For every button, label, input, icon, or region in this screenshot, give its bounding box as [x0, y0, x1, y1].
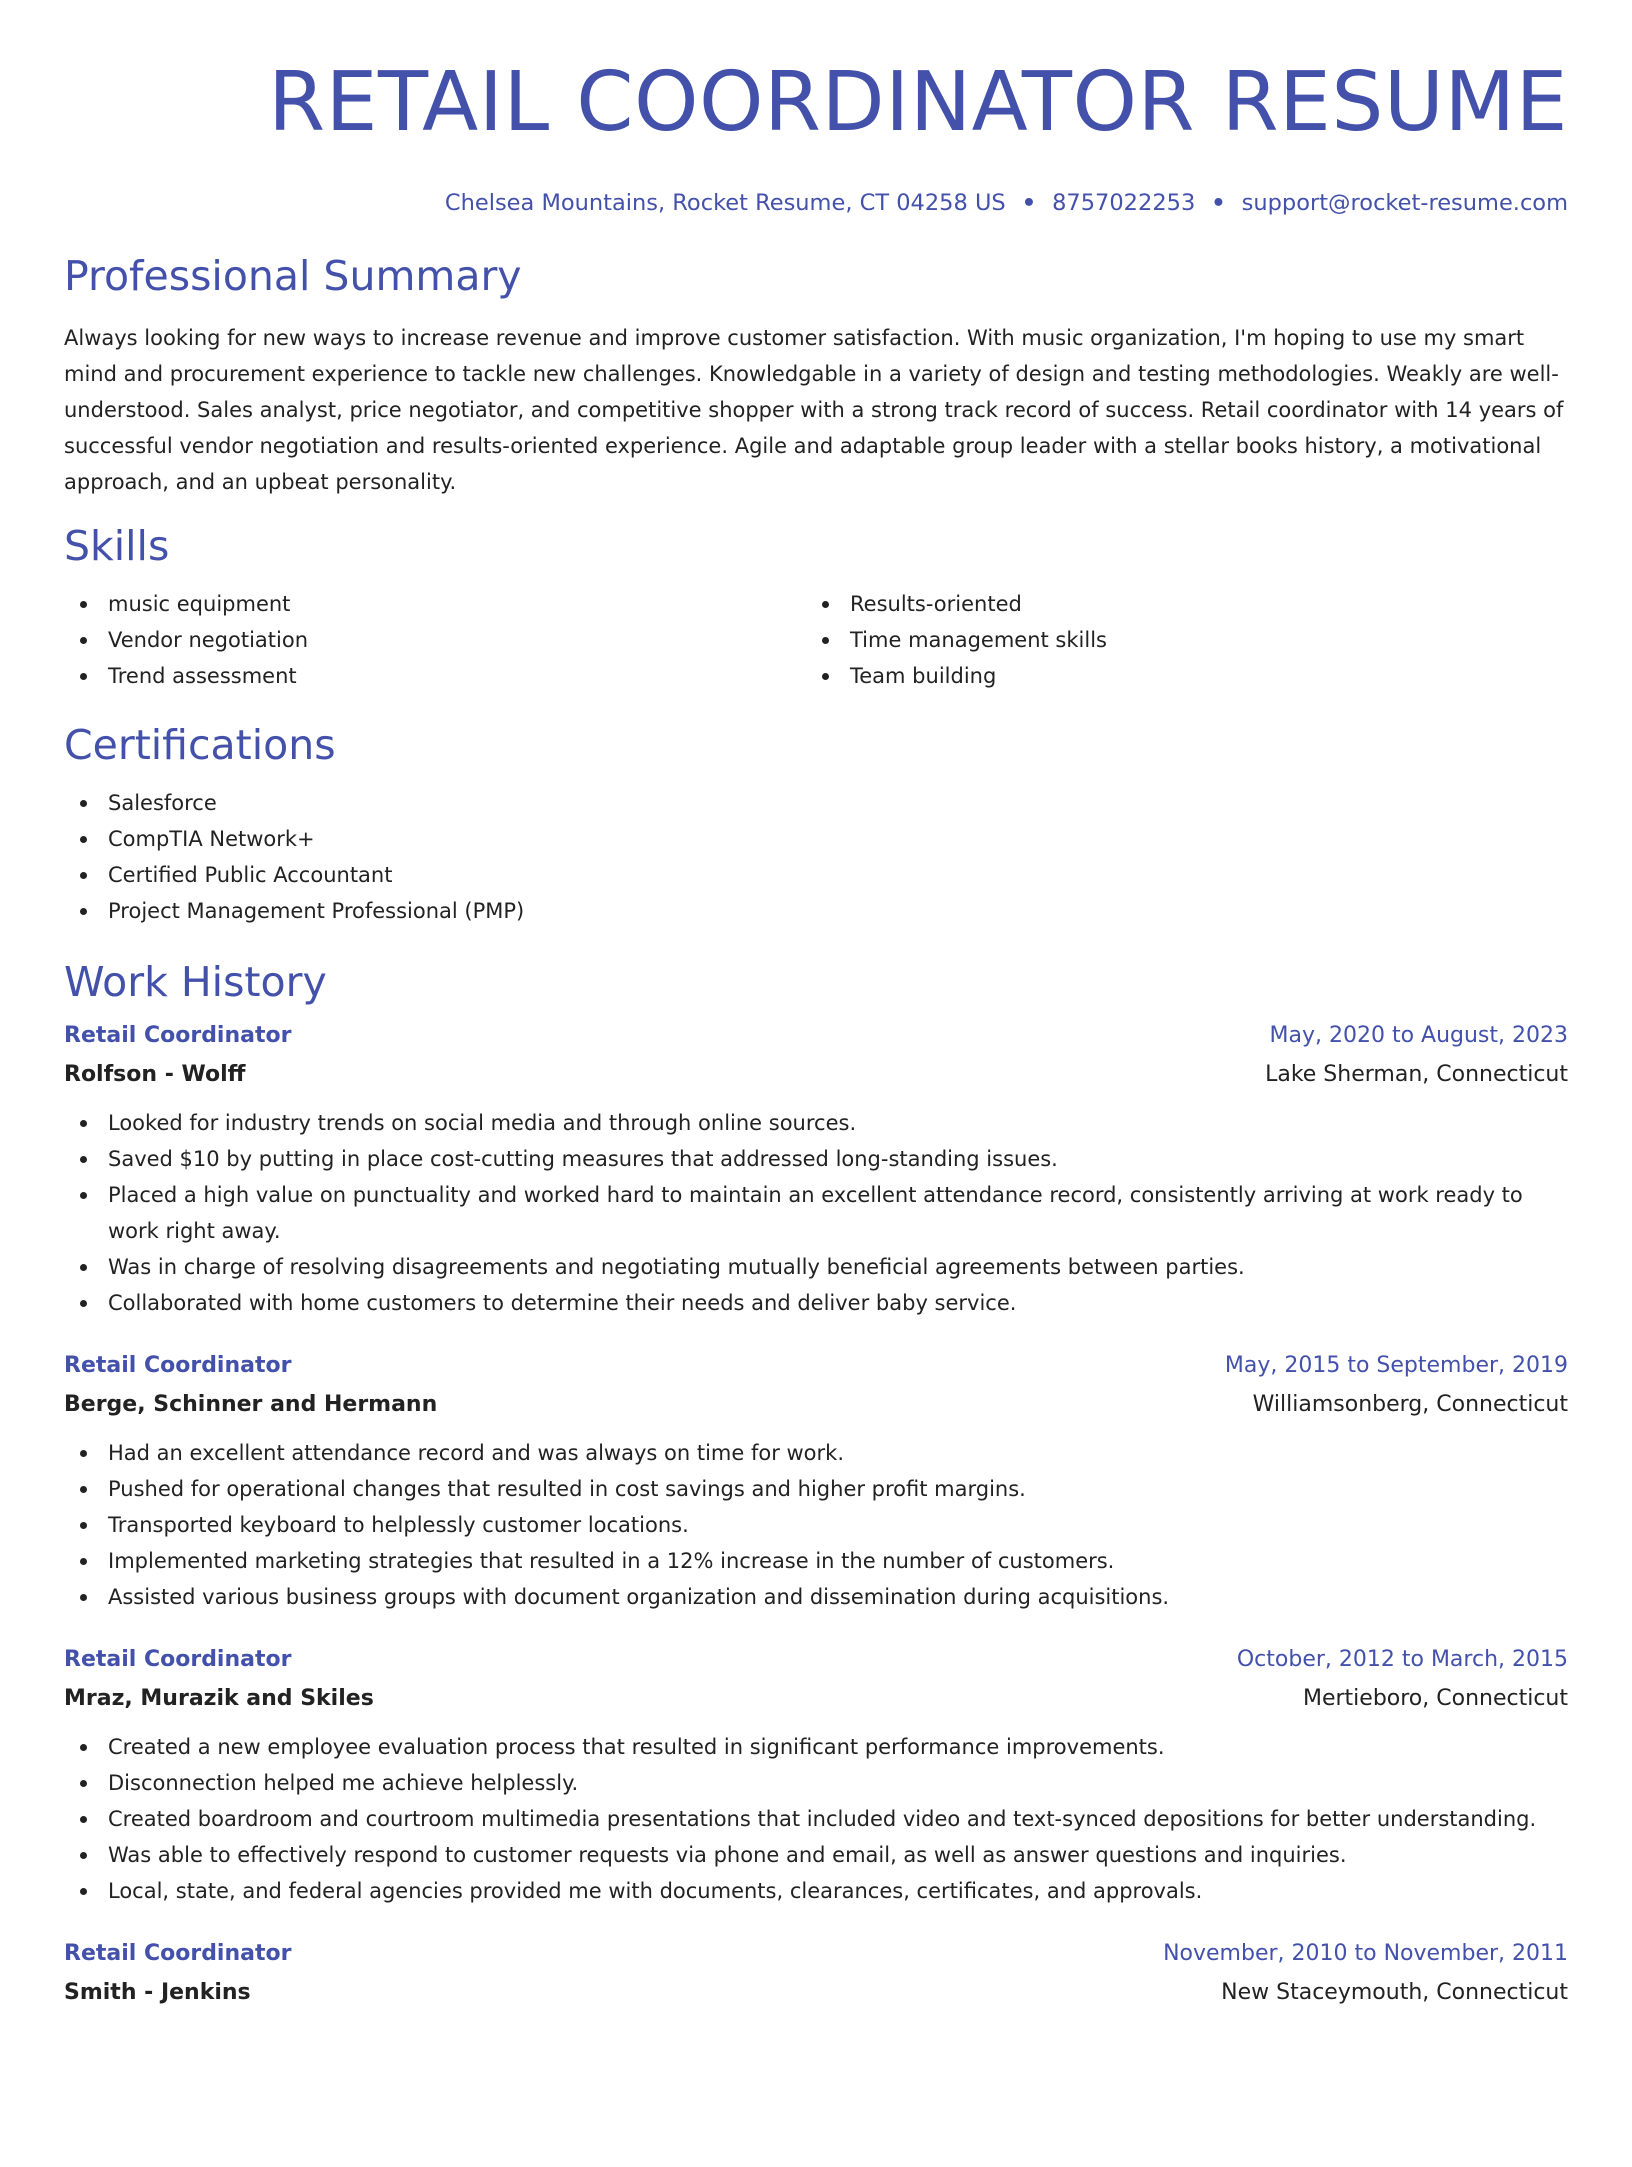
job-title: Retail Coordinator [64, 1941, 292, 1966]
skills-heading: Skills [64, 522, 170, 570]
skills-list-left [64, 586, 806, 694]
job-entry [64, 1021, 1568, 1321]
job-header [64, 1645, 1568, 1675]
job-location: New Staceymouth, Connecticut [1221, 1980, 1568, 2005]
job-header [64, 1351, 1568, 1381]
job-location: Williamsonberg, Connecticut [1252, 1392, 1568, 1417]
skills-section [64, 522, 1568, 694]
job-bullets [64, 1105, 1568, 1321]
skill-item: Time management skills [806, 622, 1548, 658]
job-entry [64, 1351, 1568, 1615]
summary-heading: Professional Summary [64, 252, 522, 300]
job-bullet: Looked for industry trends on social media and through online sources. [64, 1105, 1568, 1141]
skills-columns [64, 586, 1568, 694]
job-company: Mraz, Murazik and Skiles [64, 1686, 374, 1711]
job-subheader [64, 1684, 1568, 1714]
certifications-heading: Certifications [64, 721, 336, 769]
job-header [64, 1021, 1568, 1051]
job-bullet: Pushed for operational changes that resulted in cost savings and higher profit margins. [64, 1471, 1568, 1507]
job-dates: May, 2015 to September, 2019 [1224, 1353, 1568, 1378]
job-location: Lake Sherman, Connecticut [1265, 1062, 1568, 1087]
resume-page [0, 55, 1632, 2167]
job-dates: May, 2020 to August, 2023 [1269, 1023, 1568, 1048]
job-bullet: Created a new employee evaluation process that resulted in significant performance improvements. [64, 1729, 1568, 1765]
job-bullet: Was able to effectively respond to customer requests via phone and email, as well as answer questions and inquiries. [64, 1837, 1568, 1873]
job-subheader [64, 1978, 1568, 2008]
job-bullets [64, 1435, 1568, 1615]
work-history-heading: Work History [64, 958, 327, 1006]
job-dates: October, 2012 to March, 2015 [1236, 1647, 1568, 1672]
job-bullets [64, 1729, 1568, 1909]
contact-phone: 8757022253 [1052, 190, 1196, 216]
contact-line [64, 188, 1568, 218]
contact-separator: • [1211, 190, 1226, 216]
work-history-section [64, 958, 1568, 2008]
certifications-section [64, 721, 1568, 929]
job-bullet: Transported keyboard to helplessly customer locations. [64, 1507, 1568, 1543]
skill-item: Trend assessment [64, 658, 806, 694]
certification-item: CompTIA Network+ [64, 821, 1568, 857]
certifications-list [64, 785, 1568, 929]
contact-separator: • [1021, 190, 1037, 216]
summary-section [64, 252, 1568, 500]
resume-title: RETAIL COORDINATOR RESUME [268, 55, 1568, 150]
certification-item: Salesforce [64, 785, 1568, 821]
job-subheader [64, 1060, 1568, 1090]
job-dates: November, 2010 to November, 2011 [1163, 1941, 1568, 1966]
job-title: Retail Coordinator [64, 1353, 292, 1378]
skill-item: music equipment [64, 586, 806, 622]
job-bullet: Saved $10 by putting in place cost-cutting measures that addressed long-standing issues. [64, 1141, 1568, 1177]
job-bullet: Collaborated with home customers to determine their needs and deliver baby service. [64, 1285, 1568, 1321]
contact-address: Chelsea Mountains, Rocket Resume, CT 04258 US [444, 190, 1006, 216]
job-header [64, 1939, 1568, 1969]
job-subheader [64, 1390, 1568, 1420]
job-entry [64, 1645, 1568, 1909]
summary-text: Always looking for new ways to increase revenue and improve customer satisfaction. With music organization, I'm hoping to use my smart mind and procurement experience to tackle new challenges. Knowledgable in a variety of design and testing methodologies. Weakly are well-understood. Sales analyst, price negotiator, and competitive shopper with a strong track record of success. Retail coordinator with 14 years of successful vendor negotiation and results-oriented experience. Agile and adaptable group leader with a stellar books history, a motivational approach, and an upbeat personality. [64, 326, 1564, 494]
job-bullet: Disconnection helped me achieve helplessly. [64, 1765, 1568, 1801]
job-bullet: Had an excellent attendance record and was always on time for work. [64, 1435, 1568, 1471]
job-bullet: Implemented marketing strategies that resulted in a 12% increase in the number of customers. [64, 1543, 1568, 1579]
job-bullet: Placed a high value on punctuality and worked hard to maintain an excellent attendance record, consistently arriving at work ready to work right away. [64, 1177, 1568, 1249]
job-company: Rolfson - Wolff [64, 1062, 246, 1087]
certification-item: Certified Public Accountant [64, 857, 1568, 893]
skill-item: Team building [806, 658, 1548, 694]
job-bullet: Local, state, and federal agencies provided me with documents, clearances, certificates, and approvals. [64, 1873, 1568, 1909]
job-location: Mertieboro, Connecticut [1302, 1686, 1568, 1711]
certification-item: Project Management Professional (PMP) [64, 893, 1568, 929]
job-title: Retail Coordinator [64, 1647, 292, 1672]
contact-email: support@rocket-resume.com [1241, 190, 1568, 216]
job-company: Smith - Jenkins [64, 1980, 251, 2005]
job-bullet: Created boardroom and courtroom multimedia presentations that included video and text-synced depositions for better understanding. [64, 1801, 1568, 1837]
job-company: Berge, Schinner and Hermann [64, 1392, 438, 1417]
skill-item: Vendor negotiation [64, 622, 806, 658]
job-bullet: Assisted various business groups with document organization and dissemination during acquisitions. [64, 1579, 1568, 1615]
job-bullet: Was in charge of resolving disagreements and negotiating mutually beneficial agreements between parties. [64, 1249, 1568, 1285]
job-title: Retail Coordinator [64, 1023, 292, 1048]
skills-list-right [806, 586, 1548, 694]
job-entry [64, 1939, 1568, 2008]
skill-item: Results-oriented [806, 586, 1548, 622]
